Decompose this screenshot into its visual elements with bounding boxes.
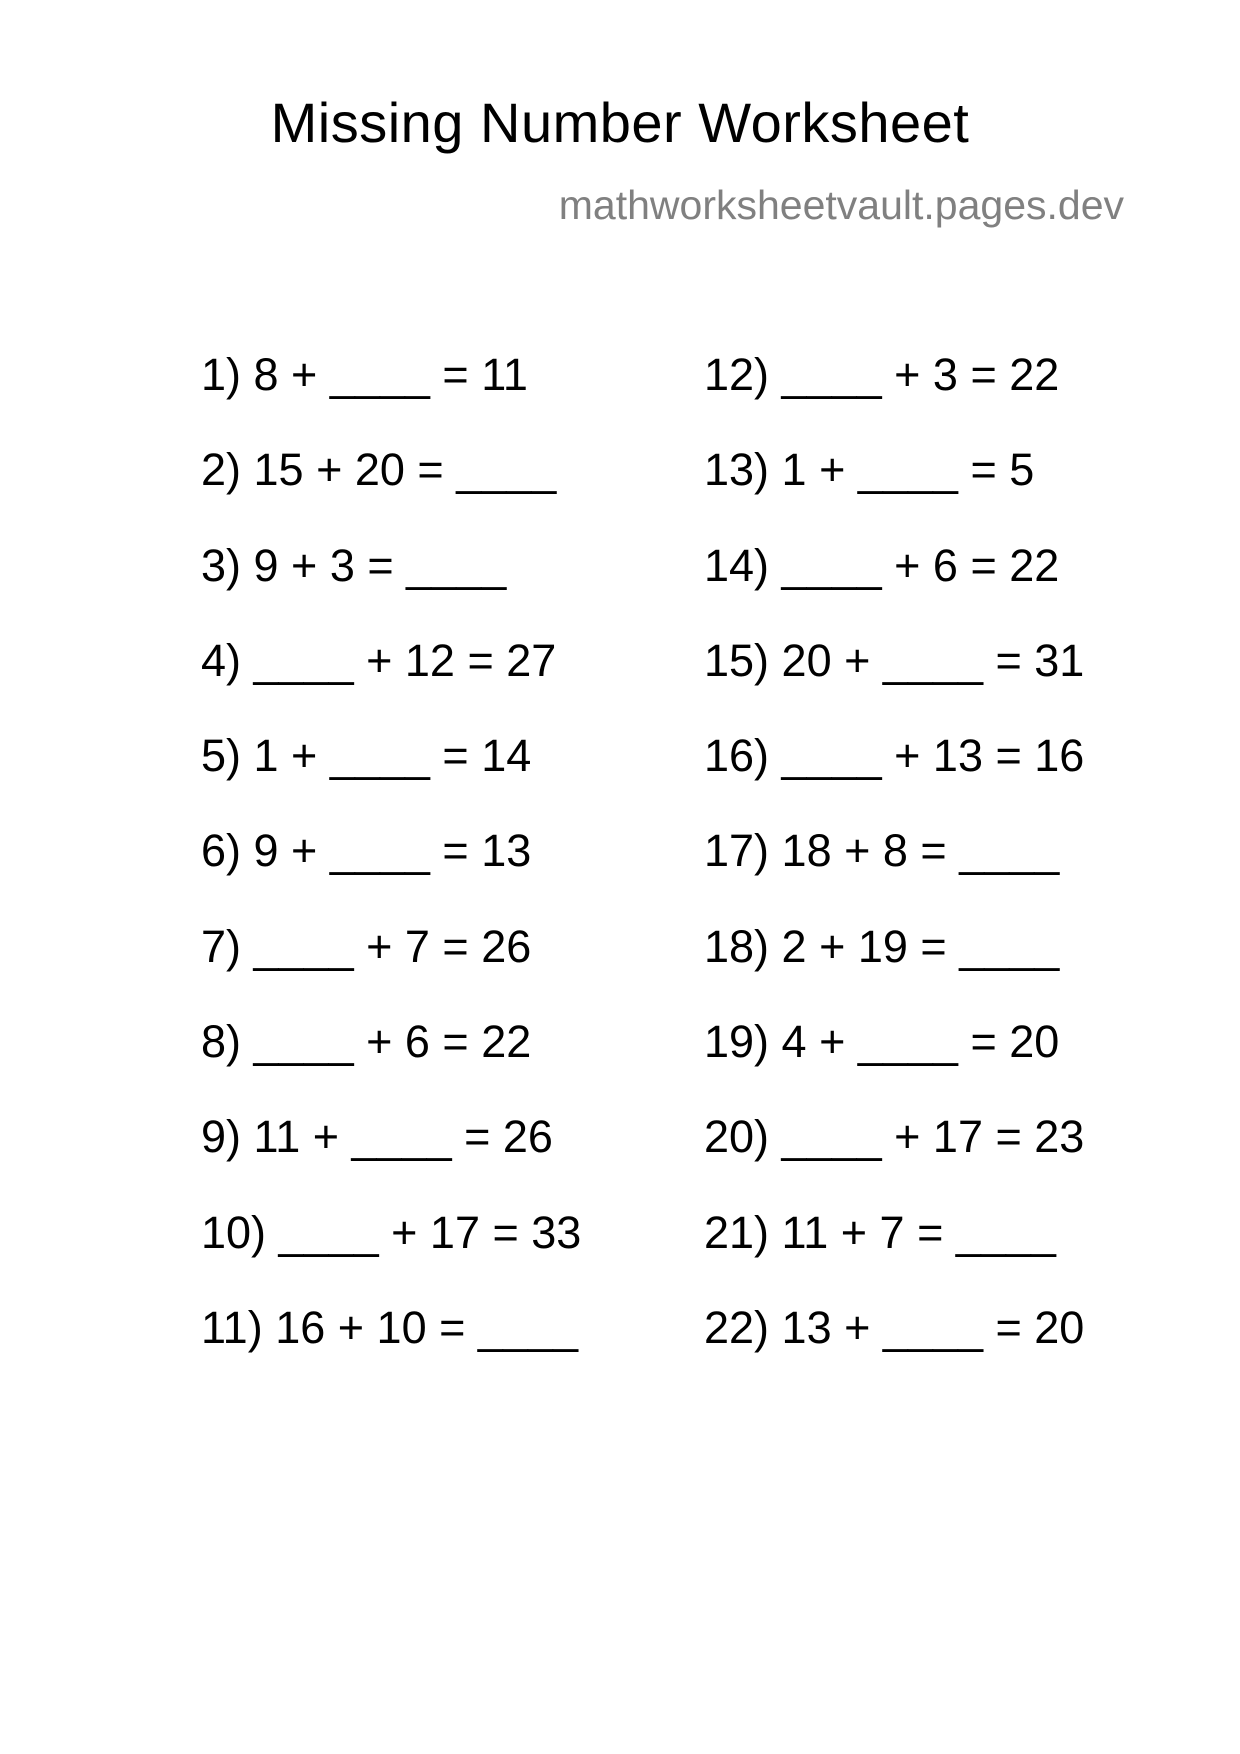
problem-item: 1) 8 + ____ = 11 (201, 349, 528, 400)
problem-item: 2) 15 + 20 = ____ (201, 444, 557, 496)
problem-item: 17) 18 + 8 = ____ (704, 825, 1060, 877)
problem-item: 13) 1 + ____ = 5 (704, 444, 1035, 496)
problem-item: 8) ____ + 6 = 22 (201, 1016, 532, 1068)
problem-item: 20) ____ + 17 = 23 (704, 1111, 1085, 1163)
problem-column-right (704, 349, 1085, 1400)
problem-item: 9) 11 + ____ = 26 (201, 1111, 553, 1163)
problem-item: 14) ____ + 6 = 22 (704, 539, 1060, 591)
page-title: Missing Number Worksheet (270, 91, 970, 154)
problem-item: 10) ____ + 17 = 33 (201, 1206, 582, 1258)
problem-item: 3) 9 + 3 = ____ (201, 539, 507, 591)
problem-item: 22) 13 + ____ = 20 (704, 1301, 1085, 1353)
problem-item: 18) 2 + 19 = ____ (704, 920, 1060, 972)
problem-item: 5) 1 + ____ = 14 (201, 730, 532, 782)
problem-item: 15) 20 + ____ = 31 (704, 634, 1085, 686)
problem-item: 7) ____ + 7 = 26 (201, 920, 532, 972)
problem-item: 6) 9 + ____ = 13 (201, 825, 532, 877)
problem-item: 16) ____ + 13 = 16 (704, 730, 1085, 782)
problem-item: 12) ____ + 3 = 22 (704, 349, 1060, 400)
problem-item: 11) 16 + 10 = ____ (201, 1301, 578, 1353)
source-url: mathworksheetvault.pages.dev (558, 182, 1124, 228)
problem-item: 21) 11 + 7 = ____ (704, 1206, 1056, 1258)
problem-item: 19) 4 + ____ = 20 (704, 1016, 1060, 1068)
problem-item: 4) ____ + 12 = 27 (201, 634, 557, 686)
problem-column-left (201, 349, 582, 1400)
